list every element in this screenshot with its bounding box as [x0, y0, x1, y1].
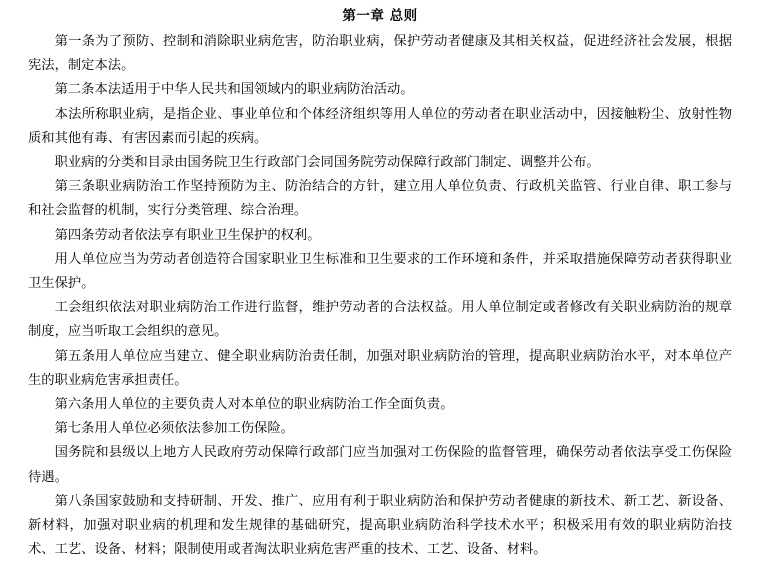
document-body: [28, 30, 732, 562]
paragraph: 国务院和县级以上地方人民政府劳动保障行政部门应当加强对工伤保险的监督管理，确保劳动者依法享受工伤保险待遇。: [28, 445, 732, 485]
paragraph: 职业病的分类和目录由国务院卫生行政部门会同国务院劳动保障行政部门制定、调整并公布。: [54, 155, 600, 171]
paragraph: 第一条为了预防、控制和消除职业病危害，防治职业病，保护劳动者健康及其相关权益，促进经济社会发展，根据宪法，制定本法。: [28, 34, 732, 74]
paragraph: 第二条本法适用于中华人民共和国领域内的职业病防治活动。: [54, 82, 414, 98]
paragraph: 第七条用人单位必须依法参加工伤保险。: [54, 421, 294, 437]
paragraph: 第四条劳动者依法享有职业卫生保护的权利。: [54, 227, 321, 243]
chapter-title: 第一章 总则: [342, 8, 418, 24]
paragraph: 本法所称职业病，是指企业、事业单位和个体经济组织等用人单位的劳动者在职业活动中，因接触粉尘、放射性物质和其他有毒、有害因素而引起的疾病。: [28, 106, 732, 146]
paragraph: 用人单位应当为劳动者创造符合国家职业卫生标准和卫生要求的工作环境和条件，并采取措施保障劳动者获得职业卫生保护。: [28, 251, 732, 292]
paragraph: 第八条国家鼓励和支持研制、开发、推广、应用有利于职业病防治和保护劳动者健康的新技术、新工艺、新设备、新材料，加强对职业病的机理和发生规律的基础研究，提高职业病防治科学技术水平；积极采用有效的职业病防治技术、工艺、设备、材料；限制使用或者淘汰职业病危害严重的技术、工艺、设备、材料。: [28, 493, 732, 558]
paragraph: 第六条用人单位的主要负责人对本单位的职业病防治工作全面负责。: [54, 397, 454, 413]
paragraph: 第三条职业病防治工作坚持预防为主、防治结合的方针，建立用人单位负责、行政机关监管、行业自律、职工参与和社会监督的机制，实行分类管理、综合治理。: [28, 179, 732, 219]
paragraph: 工会组织依法对职业病防治工作进行监督，维护劳动者的合法权益。用人单位制定或者修改有关职业病防治的规章制度，应当听取工会组织的意见。: [28, 300, 732, 340]
paragraph: 第五条用人单位应当建立、健全职业病防治责任制，加强对职业病防治的管理，提高职业病防治水平，对本单位产生的职业病危害承担责任。: [28, 348, 732, 388]
